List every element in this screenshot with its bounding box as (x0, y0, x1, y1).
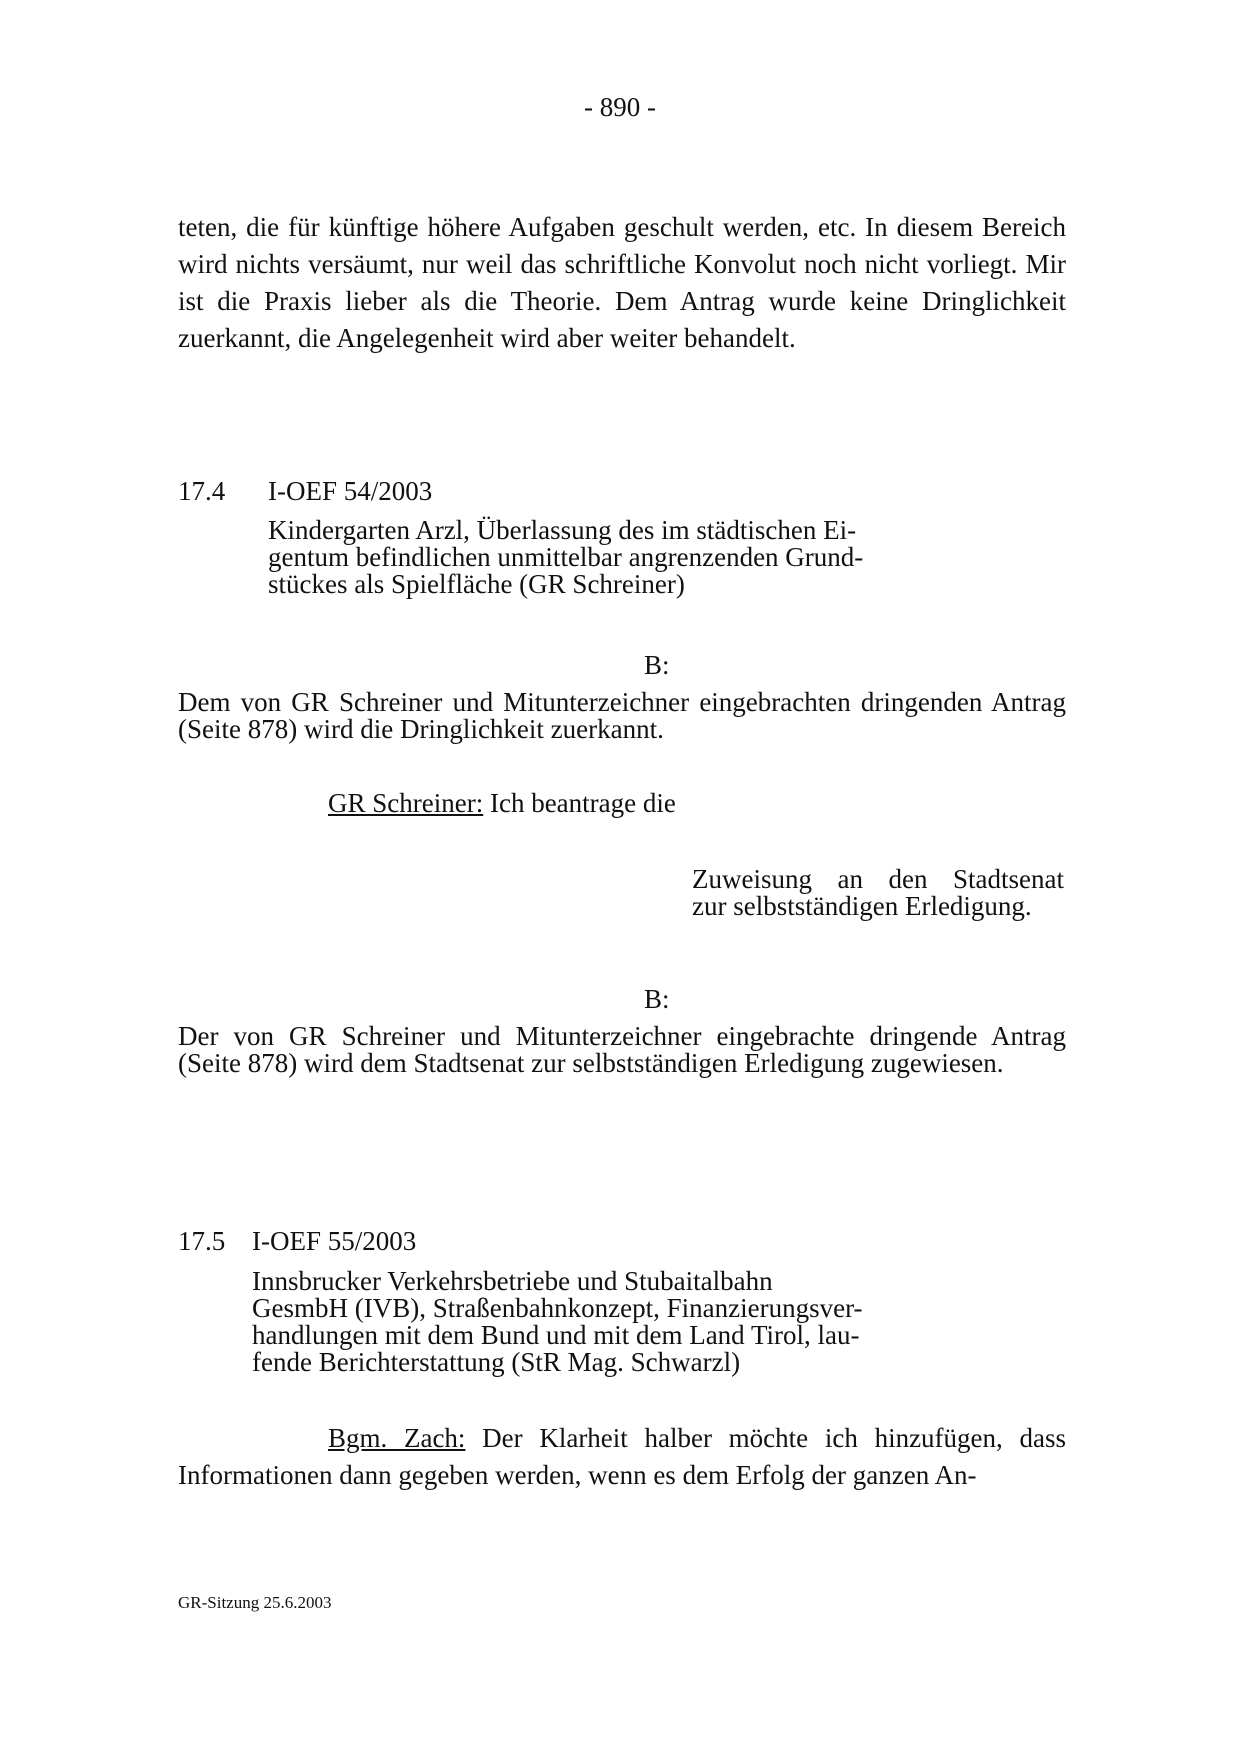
item-17-4-title-line: stückes als Spielfläche (GR Schreiner) (268, 569, 685, 599)
speech-paragraph (178, 1420, 1066, 1494)
decision-label: B: (644, 984, 670, 1014)
motion-line: zur selbstständigen Erledigung. (692, 891, 1032, 921)
speech-line (328, 788, 676, 819)
item-17-5-code: I-OEF 55/2003 (252, 1226, 417, 1256)
intro-paragraph: teten, die für künftige höhere Aufgaben geschult werden, etc. In diesem Bereich wird nichts versäumt, nur weil das schriftliche Konvolut noch nicht vorliegt. Mir ist die Praxis lieber als die Theorie. Dem Antrag wurde keine Dringlichkeit zuerkannt, die Angelegenheit wird aber weiter behandelt. (178, 212, 1066, 353)
item-17-5-title-line: Innsbrucker Verkehrsbetriebe und Stubaitalbahn (252, 1266, 773, 1296)
speaker-name: Bgm. Zach: (328, 1423, 466, 1453)
item-17-4-code: I-OEF 54/2003 (268, 476, 433, 506)
item-17-4-number: 17.4 (178, 476, 226, 506)
item-17-4-title-line: Kindergarten Arzl, Überlassung des im städtischen Ei- (268, 515, 857, 545)
decision-text: Dem von GR Schreiner und Mitunterzeichner eingebrachten dringenden Antrag (Seite 878) wird die Dringlichkeit zuerkannt. (178, 687, 1066, 744)
speaker-name: GR Schreiner: (328, 788, 484, 818)
item-17-4-title-line: gentum befindlichen unmittelbar angrenzenden Grund- (268, 542, 864, 572)
decision-text: Der von GR Schreiner und Mitunterzeichner eingebrachte dringende Antrag (Seite 878) wird dem Stadtsenat zur selbstständigen Erledigung zugewiesen. (178, 1021, 1066, 1078)
item-17-5-title-line: handlungen mit dem Bund und mit dem Land Tirol, lau- (252, 1320, 860, 1350)
speech-text: Ich beantrage die (483, 788, 676, 818)
item-17-5-title-line: fende Berichterstattung (StR Mag. Schwarzl) (252, 1347, 741, 1377)
item-17-5-title-line: GesmbH (IVB), Straßenbahnkonzept, Finanzierungsver- (252, 1293, 863, 1323)
speech-text: Der Klarheit halber möchte ich hinzufügen, dass Informationen dann gegeben werden, wenn es dem Erfolg der ganzen An- (178, 1423, 1066, 1490)
footer: GR-Sitzung 25.6.2003 (178, 1593, 332, 1612)
motion-line: Zuweisung an den Stadtsenat (692, 864, 1064, 894)
page-number: - 890 - (584, 92, 656, 122)
decision-label: B: (644, 650, 670, 680)
item-17-5-number: 17.5 (178, 1226, 226, 1256)
